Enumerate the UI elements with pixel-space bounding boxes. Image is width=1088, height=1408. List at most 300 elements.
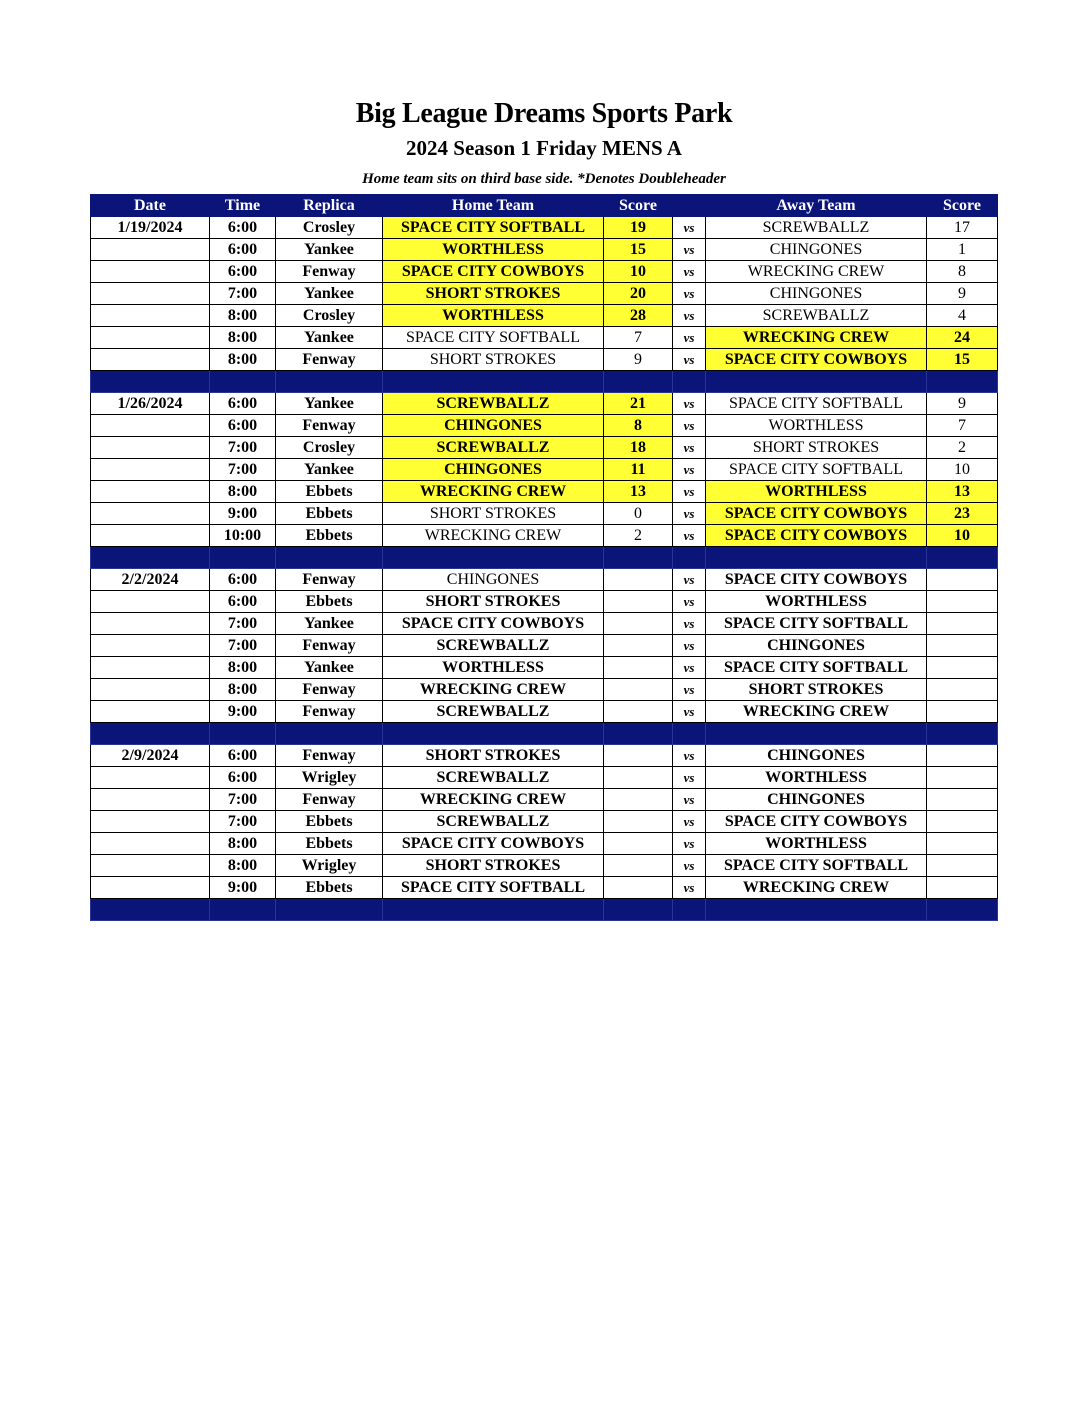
separator-cell <box>276 547 383 569</box>
game-time: 6:00 <box>210 217 276 239</box>
game-row <box>91 525 998 547</box>
separator-cell <box>706 899 927 921</box>
vs-label: vs <box>673 877 706 899</box>
game-row <box>91 877 998 899</box>
game-time: 7:00 <box>210 635 276 657</box>
away-team: SPACE CITY COWBOYS <box>706 811 927 833</box>
vs-label: vs <box>673 283 706 305</box>
vs-label: vs <box>673 591 706 613</box>
home-team: CHINGONES <box>383 459 604 481</box>
game-date: 2/2/2024 <box>91 569 210 591</box>
separator-cell <box>673 371 706 393</box>
vs-label: vs <box>673 701 706 723</box>
home-team: SCREWBALLZ <box>383 635 604 657</box>
game-date <box>91 657 210 679</box>
home-score: 11 <box>604 459 673 481</box>
home-score: 0 <box>604 503 673 525</box>
game-row <box>91 657 998 679</box>
game-time: 7:00 <box>210 811 276 833</box>
away-team: SCREWBALLZ <box>706 217 927 239</box>
game-time: 8:00 <box>210 327 276 349</box>
away-score <box>927 679 998 701</box>
game-row <box>91 217 998 239</box>
game-time: 6:00 <box>210 261 276 283</box>
page-subtitle: 2024 Season 1 Friday MENS A <box>406 136 682 160</box>
game-date <box>91 833 210 855</box>
separator-cell <box>276 371 383 393</box>
separator-cell <box>706 547 927 569</box>
away-score <box>927 657 998 679</box>
home-score <box>604 767 673 789</box>
vs-label: vs <box>673 437 706 459</box>
game-replica: Wrigley <box>276 855 383 877</box>
home-team: SPACE CITY COWBOYS <box>383 261 604 283</box>
header-row <box>91 195 998 217</box>
game-row <box>91 591 998 613</box>
vs-label: vs <box>673 789 706 811</box>
game-row <box>91 415 998 437</box>
away-team: SHORT STROKES <box>706 679 927 701</box>
separator-cell <box>706 723 927 745</box>
header-away-team: Away Team <box>706 195 927 217</box>
game-replica: Ebbets <box>276 877 383 899</box>
game-time: 8:00 <box>210 833 276 855</box>
game-date <box>91 767 210 789</box>
home-score: 18 <box>604 437 673 459</box>
game-date <box>91 503 210 525</box>
away-team: SPACE CITY COWBOYS <box>706 569 927 591</box>
home-score <box>604 657 673 679</box>
game-row <box>91 459 998 481</box>
game-time: 6:00 <box>210 591 276 613</box>
game-time: 9:00 <box>210 877 276 899</box>
game-replica: Fenway <box>276 261 383 283</box>
game-replica: Crosley <box>276 437 383 459</box>
away-score: 24 <box>927 327 998 349</box>
home-score <box>604 591 673 613</box>
home-team: WRECKING CREW <box>383 481 604 503</box>
game-time: 6:00 <box>210 415 276 437</box>
vs-label: vs <box>673 481 706 503</box>
home-score <box>604 701 673 723</box>
away-score: 1 <box>927 239 998 261</box>
game-row <box>91 305 998 327</box>
home-team: SCREWBALLZ <box>383 701 604 723</box>
header-home-score: Score <box>604 195 673 217</box>
home-score: 28 <box>604 305 673 327</box>
away-score: 10 <box>927 525 998 547</box>
home-score: 19 <box>604 217 673 239</box>
away-score <box>927 877 998 899</box>
game-row <box>91 855 998 877</box>
game-replica: Yankee <box>276 459 383 481</box>
game-date <box>91 811 210 833</box>
home-team: SCREWBALLZ <box>383 811 604 833</box>
home-team: SPACE CITY COWBOYS <box>383 833 604 855</box>
away-team: CHINGONES <box>706 283 927 305</box>
home-team: SCREWBALLZ <box>383 393 604 415</box>
separator-cell <box>383 723 604 745</box>
game-replica: Crosley <box>276 305 383 327</box>
header-time: Time <box>210 195 276 217</box>
home-team: SCREWBALLZ <box>383 437 604 459</box>
away-score <box>927 767 998 789</box>
away-team: CHINGONES <box>706 239 927 261</box>
away-team: SPACE CITY COWBOYS <box>706 503 927 525</box>
away-score: 23 <box>927 503 998 525</box>
separator-cell <box>210 899 276 921</box>
vs-label: vs <box>673 833 706 855</box>
game-date <box>91 261 210 283</box>
game-replica: Ebbets <box>276 833 383 855</box>
game-replica: Ebbets <box>276 481 383 503</box>
away-team: SPACE CITY SOFTBALL <box>706 855 927 877</box>
game-row <box>91 811 998 833</box>
away-team: WRECKING CREW <box>706 261 927 283</box>
game-date: 2/9/2024 <box>91 745 210 767</box>
separator-cell <box>927 723 998 745</box>
away-team: WORTHLESS <box>706 833 927 855</box>
schedule-table <box>90 194 998 921</box>
away-team: CHINGONES <box>706 745 927 767</box>
away-score <box>927 745 998 767</box>
game-date <box>91 855 210 877</box>
game-replica: Fenway <box>276 679 383 701</box>
game-replica: Yankee <box>276 327 383 349</box>
game-replica: Crosley <box>276 217 383 239</box>
vs-label: vs <box>673 745 706 767</box>
game-replica: Fenway <box>276 569 383 591</box>
game-date <box>91 613 210 635</box>
game-row <box>91 437 998 459</box>
away-team: WRECKING CREW <box>706 701 927 723</box>
game-date: 1/26/2024 <box>91 393 210 415</box>
away-score <box>927 569 998 591</box>
home-team: SPACE CITY SOFTBALL <box>383 327 604 349</box>
away-score: 9 <box>927 393 998 415</box>
game-time: 10:00 <box>210 525 276 547</box>
separator-cell <box>210 547 276 569</box>
separator-cell <box>673 723 706 745</box>
home-team: WORTHLESS <box>383 657 604 679</box>
game-replica: Wrigley <box>276 767 383 789</box>
game-replica: Fenway <box>276 415 383 437</box>
game-date <box>91 415 210 437</box>
game-row <box>91 789 998 811</box>
vs-label: vs <box>673 349 706 371</box>
away-score <box>927 701 998 723</box>
home-team: SHORT STROKES <box>383 745 604 767</box>
week-separator <box>91 371 998 393</box>
game-date <box>91 525 210 547</box>
game-replica: Fenway <box>276 745 383 767</box>
game-time: 6:00 <box>210 767 276 789</box>
game-date <box>91 437 210 459</box>
game-date: 1/19/2024 <box>91 217 210 239</box>
away-team: SPACE CITY SOFTBALL <box>706 393 927 415</box>
away-team: SPACE CITY COWBOYS <box>706 525 927 547</box>
game-date <box>91 635 210 657</box>
game-date <box>91 679 210 701</box>
separator-cell <box>604 371 673 393</box>
separator-cell <box>706 371 927 393</box>
game-replica: Fenway <box>276 701 383 723</box>
game-time: 8:00 <box>210 679 276 701</box>
game-time: 8:00 <box>210 855 276 877</box>
away-score: 2 <box>927 437 998 459</box>
away-team: CHINGONES <box>706 635 927 657</box>
header-date: Date <box>91 195 210 217</box>
game-row <box>91 767 998 789</box>
home-score <box>604 855 673 877</box>
vs-label: vs <box>673 459 706 481</box>
game-replica: Yankee <box>276 283 383 305</box>
separator-cell <box>91 899 210 921</box>
away-team: WRECKING CREW <box>706 877 927 899</box>
game-row <box>91 283 998 305</box>
game-time: 8:00 <box>210 305 276 327</box>
header-home-team: Home Team <box>383 195 604 217</box>
home-score <box>604 745 673 767</box>
vs-label: vs <box>673 613 706 635</box>
separator-cell <box>91 547 210 569</box>
game-row <box>91 349 998 371</box>
week-separator <box>91 899 998 921</box>
home-team: WRECKING CREW <box>383 679 604 701</box>
home-team: WORTHLESS <box>383 239 604 261</box>
week-separator <box>91 547 998 569</box>
vs-label: vs <box>673 415 706 437</box>
away-team: SHORT STROKES <box>706 437 927 459</box>
game-replica: Fenway <box>276 635 383 657</box>
vs-label: vs <box>673 503 706 525</box>
page-title: Big League Dreams Sports Park <box>355 98 733 129</box>
vs-label: vs <box>673 393 706 415</box>
separator-cell <box>383 371 604 393</box>
home-score: 9 <box>604 349 673 371</box>
game-date <box>91 459 210 481</box>
home-team: SHORT STROKES <box>383 591 604 613</box>
vs-label: vs <box>673 327 706 349</box>
away-team: SPACE CITY SOFTBALL <box>706 657 927 679</box>
home-team: SPACE CITY SOFTBALL <box>383 217 604 239</box>
home-score: 2 <box>604 525 673 547</box>
away-score: 8 <box>927 261 998 283</box>
vs-label: vs <box>673 657 706 679</box>
away-team: SCREWBALLZ <box>706 305 927 327</box>
separator-cell <box>91 371 210 393</box>
away-team: WORTHLESS <box>706 415 927 437</box>
away-team: WORTHLESS <box>706 591 927 613</box>
game-time: 6:00 <box>210 569 276 591</box>
game-row <box>91 503 998 525</box>
separator-cell <box>927 547 998 569</box>
home-team: SPACE CITY SOFTBALL <box>383 877 604 899</box>
away-team: SPACE CITY SOFTBALL <box>706 459 927 481</box>
game-time: 7:00 <box>210 459 276 481</box>
vs-label: vs <box>673 217 706 239</box>
away-score <box>927 635 998 657</box>
game-row <box>91 327 998 349</box>
vs-label: vs <box>673 855 706 877</box>
header-replica: Replica <box>276 195 383 217</box>
week-separator <box>91 723 998 745</box>
game-date <box>91 283 210 305</box>
vs-label: vs <box>673 239 706 261</box>
separator-cell <box>276 899 383 921</box>
away-team: WRECKING CREW <box>706 327 927 349</box>
away-score <box>927 789 998 811</box>
game-date <box>91 349 210 371</box>
home-score: 15 <box>604 239 673 261</box>
home-score <box>604 613 673 635</box>
vs-label: vs <box>673 811 706 833</box>
vs-label: vs <box>673 767 706 789</box>
home-team: SHORT STROKES <box>383 855 604 877</box>
away-score: 7 <box>927 415 998 437</box>
away-score <box>927 591 998 613</box>
home-score: 20 <box>604 283 673 305</box>
home-score <box>604 679 673 701</box>
game-time: 7:00 <box>210 437 276 459</box>
game-time: 9:00 <box>210 503 276 525</box>
away-score <box>927 855 998 877</box>
away-team: SPACE CITY COWBOYS <box>706 349 927 371</box>
away-team: WORTHLESS <box>706 767 927 789</box>
game-time: 6:00 <box>210 745 276 767</box>
game-replica: Ebbets <box>276 591 383 613</box>
game-row <box>91 701 998 723</box>
home-team: WRECKING CREW <box>383 525 604 547</box>
game-replica: Yankee <box>276 393 383 415</box>
game-replica: Ebbets <box>276 503 383 525</box>
separator-cell <box>210 723 276 745</box>
vs-label: vs <box>673 305 706 327</box>
game-time: 8:00 <box>210 481 276 503</box>
separator-cell <box>604 899 673 921</box>
home-team: SHORT STROKES <box>383 283 604 305</box>
header-vs <box>673 195 706 217</box>
home-team: SPACE CITY COWBOYS <box>383 613 604 635</box>
separator-cell <box>383 547 604 569</box>
game-date <box>91 789 210 811</box>
game-time: 8:00 <box>210 349 276 371</box>
home-score: 8 <box>604 415 673 437</box>
game-date <box>91 591 210 613</box>
home-score: 13 <box>604 481 673 503</box>
home-team: SHORT STROKES <box>383 503 604 525</box>
home-team: SCREWBALLZ <box>383 767 604 789</box>
home-team: CHINGONES <box>383 415 604 437</box>
home-team: WORTHLESS <box>383 305 604 327</box>
vs-label: vs <box>673 525 706 547</box>
away-score: 10 <box>927 459 998 481</box>
away-score <box>927 811 998 833</box>
away-team: CHINGONES <box>706 789 927 811</box>
home-score <box>604 789 673 811</box>
game-row <box>91 613 998 635</box>
game-row <box>91 679 998 701</box>
home-team: CHINGONES <box>383 569 604 591</box>
game-replica: Fenway <box>276 349 383 371</box>
schedule-body <box>91 217 998 921</box>
game-row <box>91 239 998 261</box>
separator-cell <box>383 899 604 921</box>
away-score <box>927 833 998 855</box>
game-row <box>91 745 998 767</box>
home-score: 7 <box>604 327 673 349</box>
game-replica: Ebbets <box>276 811 383 833</box>
game-date <box>91 239 210 261</box>
separator-cell <box>927 371 998 393</box>
game-row <box>91 393 998 415</box>
game-time: 7:00 <box>210 283 276 305</box>
vs-label: vs <box>673 679 706 701</box>
away-score <box>927 613 998 635</box>
game-date <box>91 305 210 327</box>
separator-cell <box>604 547 673 569</box>
away-score: 4 <box>927 305 998 327</box>
game-replica: Ebbets <box>276 525 383 547</box>
separator-cell <box>276 723 383 745</box>
away-team: WORTHLESS <box>706 481 927 503</box>
away-score: 15 <box>927 349 998 371</box>
away-score: 17 <box>927 217 998 239</box>
game-row <box>91 261 998 283</box>
separator-cell <box>604 723 673 745</box>
separator-cell <box>210 371 276 393</box>
game-replica: Yankee <box>276 239 383 261</box>
game-replica: Yankee <box>276 613 383 635</box>
home-score <box>604 833 673 855</box>
away-score: 13 <box>927 481 998 503</box>
home-score: 21 <box>604 393 673 415</box>
vs-label: vs <box>673 635 706 657</box>
away-team: SPACE CITY SOFTBALL <box>706 613 927 635</box>
separator-cell <box>927 899 998 921</box>
home-team: WRECKING CREW <box>383 789 604 811</box>
separator-cell <box>673 547 706 569</box>
home-score <box>604 635 673 657</box>
game-time: 8:00 <box>210 657 276 679</box>
home-score <box>604 877 673 899</box>
separator-cell <box>673 899 706 921</box>
home-score <box>604 569 673 591</box>
home-score <box>604 811 673 833</box>
game-row <box>91 833 998 855</box>
game-replica: Fenway <box>276 789 383 811</box>
game-time: 9:00 <box>210 701 276 723</box>
schedule-note: Home team sits on third base side. *Denotes Doubleheader <box>362 171 726 187</box>
game-row <box>91 635 998 657</box>
game-time: 7:00 <box>210 789 276 811</box>
game-time: 7:00 <box>210 613 276 635</box>
vs-label: vs <box>673 569 706 591</box>
away-score: 9 <box>927 283 998 305</box>
game-date <box>91 481 210 503</box>
game-date <box>91 327 210 349</box>
header-away-score: Score <box>927 195 998 217</box>
home-team: SHORT STROKES <box>383 349 604 371</box>
vs-label: vs <box>673 261 706 283</box>
game-date <box>91 701 210 723</box>
game-time: 6:00 <box>210 239 276 261</box>
game-time: 6:00 <box>210 393 276 415</box>
separator-cell <box>91 723 210 745</box>
game-row <box>91 481 998 503</box>
game-date <box>91 877 210 899</box>
game-row <box>91 569 998 591</box>
